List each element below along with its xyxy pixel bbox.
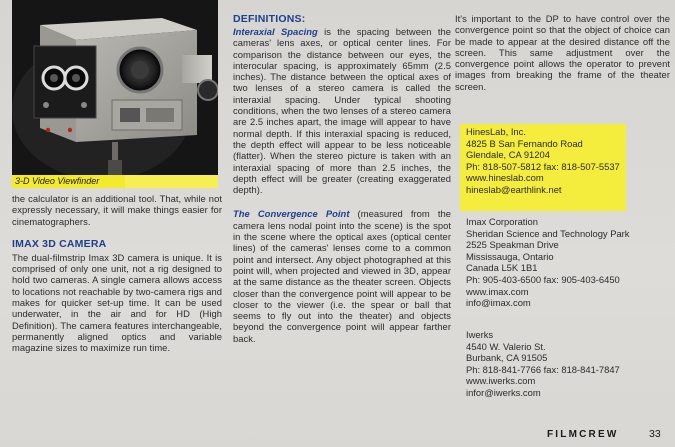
contact-line: Burbank, CA 91505	[466, 352, 548, 364]
continuation-paragraph: the calculator is an additional tool. That, while not expressly necessary, it will make things easier for cinematographers.	[12, 193, 222, 227]
contact-line: Ph: 905-403-6500 fax: 905-403-6450	[466, 273, 620, 285]
contact-imax	[466, 216, 666, 309]
imax-3d-camera-paragraph: The dual-filmstrip Imax 3D camera is unique. It is comprised of only one unit, not a rig designed to hold two cameras. A single camera allows access to locations not reachable by two-camera rigs and makes for quicker set-up time. It can be used underwater, in the air and for HD (High Definition). The camera features interchangeable, permanently aligned optics and variable magazine sizes to maximize run time.	[12, 251, 222, 354]
contact-line: 2525 Speakman Drive	[466, 239, 559, 251]
column-left	[10, 193, 222, 354]
imax-3d-camera-heading: IMAX 3D CAMERA	[12, 237, 107, 250]
contact-line: 4825 B San Fernando Road	[466, 137, 583, 149]
caption-bar	[125, 175, 218, 188]
contact-line: Mississauga, Ontario	[466, 250, 554, 262]
contact-email: hineslab@earthlink.net	[466, 183, 562, 195]
interaxial-paragraph	[233, 26, 451, 195]
page-number: 33	[649, 428, 661, 440]
contact-website: www.iwerks.com	[466, 375, 536, 387]
camera-illustration	[12, 0, 218, 175]
convergence-paragraph	[233, 208, 451, 344]
magazine-brand: FILMCREW	[547, 429, 619, 440]
contact-iwerks	[466, 329, 666, 399]
contact-hineslab	[466, 126, 626, 196]
contact-name: Imax Corporation	[466, 216, 538, 227]
contact-website: www.imax.com	[466, 285, 529, 297]
camera-photo	[12, 0, 218, 175]
contact-line: Ph: 818-841-7766 fax: 818-841-7847	[466, 363, 620, 375]
contact-line: Sheridan Science and Technology Park	[466, 227, 630, 239]
interaxial-definition: is the spacing between the cameras' lens axes, or optical center lines. For comparison the distance between our eyes, the interocular spacing, is approximately 65mm (2.5 inches). The distance between the optical axes of two lenses of a stereo camera is called the interaxial spacing. Under typical shooting conditions, when the two lenses of a stereo camera are 2.5 inches apart, the image will appear to have normal depth. If this interaxial spacing is reduced, the depth effect will appear to be less noticeable (flatter). When the stereo picture is taken with an interaxial spacing of more than 2.5 inches, the depth effect will be greater (creating exaggerated depth).	[233, 26, 452, 196]
contact-website: www.hineslab.com	[466, 172, 544, 184]
contact-line: Glendale, CA 91204	[466, 149, 550, 161]
contact-name: HinesLab, Inc.	[466, 126, 526, 137]
convergence-definition: (measured from the camera lens nodal point into the scene) is the spot in the scene where the optical axes (optical center lines) of the cameras' lenses come to a common point and intersect. Any object photographed at this point will, when projected and viewed in 3D, appear at the same distance as the theater screen. Objects closer than the convergence point will appear to be closer to the viewer (i.e. the spear or ball that seems to fly out into the theater) and objects beyond the convergence point will appear farther back.	[233, 208, 451, 344]
contact-name: Iwerks	[466, 329, 494, 340]
column-right	[455, 13, 670, 92]
contact-line: 4540 W. Valerio St.	[466, 340, 546, 352]
column-middle	[233, 13, 451, 344]
contact-line: Canada L5K 1B1	[466, 262, 538, 274]
interaxial-term: Interaxial Spacing	[233, 26, 318, 37]
photo-caption: 3-D Video Viewfinder	[12, 175, 125, 188]
definitions-heading: DEFINITIONS:	[233, 13, 306, 25]
contact-email: infor@iwerks.com	[466, 386, 541, 398]
convergence-control-paragraph: It's important to the DP to have control over the convergence point so that the object of choice can be made to appear at the desired distance off the screen. This same adjustment over the convergence point allows the operator to prevent images from breaking the frame of the theater screen.	[455, 13, 670, 92]
contact-email: info@imax.com	[466, 297, 531, 309]
contact-line: Ph: 818-507-5812 fax: 818-507-5537	[466, 160, 620, 172]
convergence-term: The Convergence Point	[233, 208, 350, 220]
